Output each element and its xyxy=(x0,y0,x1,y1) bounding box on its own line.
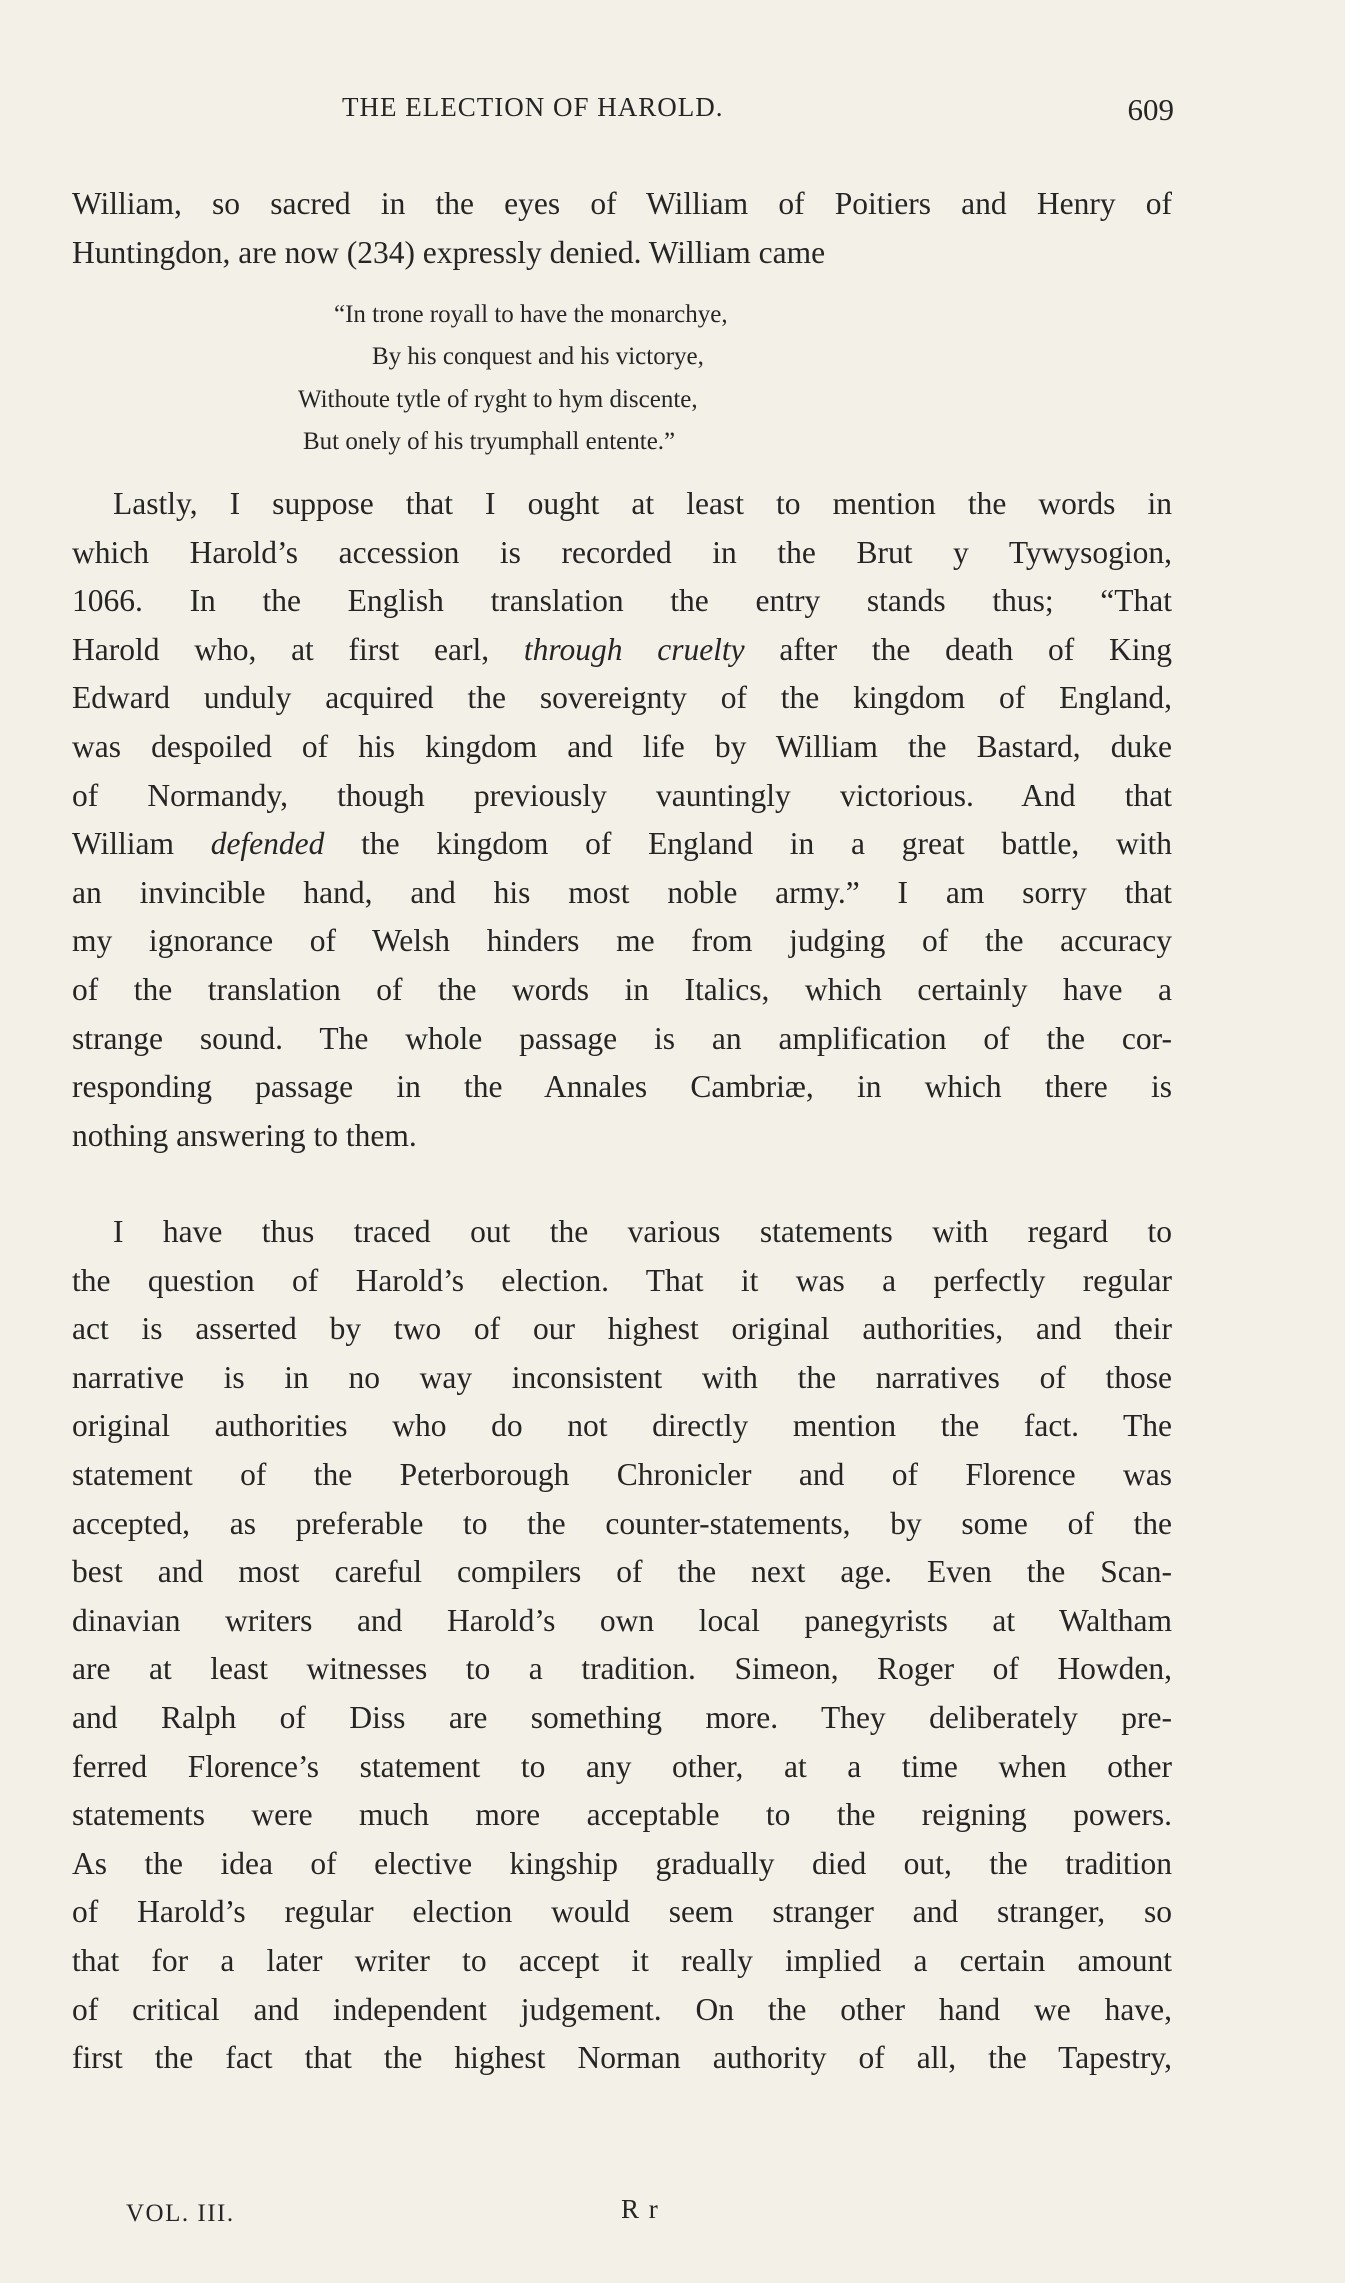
text-run: William xyxy=(72,826,174,862)
running-title: THE ELECTION OF HAROLD. xyxy=(342,92,724,122)
text-line: an invincible hand, and his most noble army.” I am sorry that xyxy=(72,874,1172,910)
text-run: the kingdom of England in a great battle, with xyxy=(361,826,1172,862)
text-line: ferred Florence’s statement to any other, at a time when other xyxy=(72,1748,1172,1784)
text-line: Huntingdon, are now (234) expressly denied. William came xyxy=(72,234,826,270)
italic-phrase: defended xyxy=(210,826,325,862)
text-line: statements were much more acceptable to the reigning powers. xyxy=(72,1797,1172,1833)
text-line: narrative is in no way inconsistent with the narratives of those xyxy=(72,1359,1172,1395)
text-line: responding passage in the Annales Cambriæ, in which there is xyxy=(72,1069,1172,1105)
page-number: 609 xyxy=(1127,92,1174,127)
text-line: first the fact that the highest Norman authority of all, the Tapestry, xyxy=(72,2040,1172,2076)
text-line: original authorities who do not directly mention the fact. The xyxy=(72,1408,1172,1444)
page-footer xyxy=(126,2194,726,2240)
text-line: the question of Harold’s election. That it was a perfectly regular xyxy=(72,1262,1172,1298)
text-line: of critical and independent judgement. On the other hand we have, xyxy=(72,1991,1172,2027)
verse-line: Withoute tytle of ryght to hym discente, xyxy=(298,385,698,413)
text-run: after the death of King xyxy=(779,631,1173,667)
text-line: of the translation of the words in Italics, which certainly have a xyxy=(72,971,1172,1007)
text-line: accepted, as preferable to the counter-statements, by some of the xyxy=(72,1505,1172,1541)
verse-line: “In trone royall to have the monarchye, xyxy=(334,301,728,328)
text-line: Edward unduly acquired the sovereignty of the kingdom of England, xyxy=(72,680,1172,716)
text-line xyxy=(72,820,1172,869)
text-line: dinavian writers and Harold’s own local panegyrists at Waltham xyxy=(72,1602,1172,1638)
text-line: of Normandy, though previously vauntingly victorious. And that xyxy=(72,777,1172,813)
text-line: and Ralph of Diss are something more. They deliberately pre- xyxy=(72,1699,1172,1735)
text-line: As the idea of elective kingship gradually died out, the tradition xyxy=(72,1845,1172,1881)
italic-phrase: through cruelty xyxy=(523,631,745,667)
text-run: Harold who, at first earl, xyxy=(72,631,490,667)
text-line xyxy=(72,626,1172,675)
text-line: act is asserted by two of our highest original authorities, and their xyxy=(72,1311,1172,1347)
text-line: statement of the Peterborough Chronicler and of Florence was xyxy=(72,1456,1172,1492)
text-line: strange sound. The whole passage is an amplification of the cor- xyxy=(72,1020,1172,1056)
text-line: 1066. In the English translation the entry stands thus; “That xyxy=(72,583,1172,619)
paragraph-3 xyxy=(72,1208,1172,2083)
verse-line: By his conquest and his victorye, xyxy=(372,343,704,371)
text-line: my ignorance of Welsh hinders me from judging of the accuracy xyxy=(72,923,1172,959)
paragraph-1 xyxy=(72,180,1172,277)
text-line: are at least witnesses to a tradition. Simeon, Roger of Howden, xyxy=(72,1651,1172,1687)
signature-mark: R r xyxy=(621,2194,660,2224)
running-header xyxy=(72,92,1172,132)
volume-label: VOL. III. xyxy=(126,2200,235,2227)
verse-quotation xyxy=(298,294,898,463)
text-line: that for a later writer to accept it really implied a certain amount xyxy=(72,1942,1172,1978)
text-line: I have thus traced out the various statements with regard to xyxy=(113,1214,1172,1249)
text-line: best and most careful compilers of the next age. Even the Scan- xyxy=(72,1554,1172,1590)
text-line: Lastly, I suppose that I ought at least to mention the words in xyxy=(113,486,1172,521)
text-line: of Harold’s regular election would seem stranger and stranger, so xyxy=(72,1894,1172,1930)
text-line: was despoiled of his kingdom and life by William the Bastard, duke xyxy=(72,728,1172,764)
text-line: which Harold’s accession is recorded in the Brut y Tywysogion, xyxy=(72,534,1172,570)
text-line: nothing answering to them. xyxy=(72,1117,417,1153)
verse-line: But onely of his tryumphall entente.” xyxy=(303,427,676,455)
text-line: William, so sacred in the eyes of William of Poitiers and Henry of xyxy=(72,186,1172,221)
paragraph-2 xyxy=(72,480,1172,1160)
